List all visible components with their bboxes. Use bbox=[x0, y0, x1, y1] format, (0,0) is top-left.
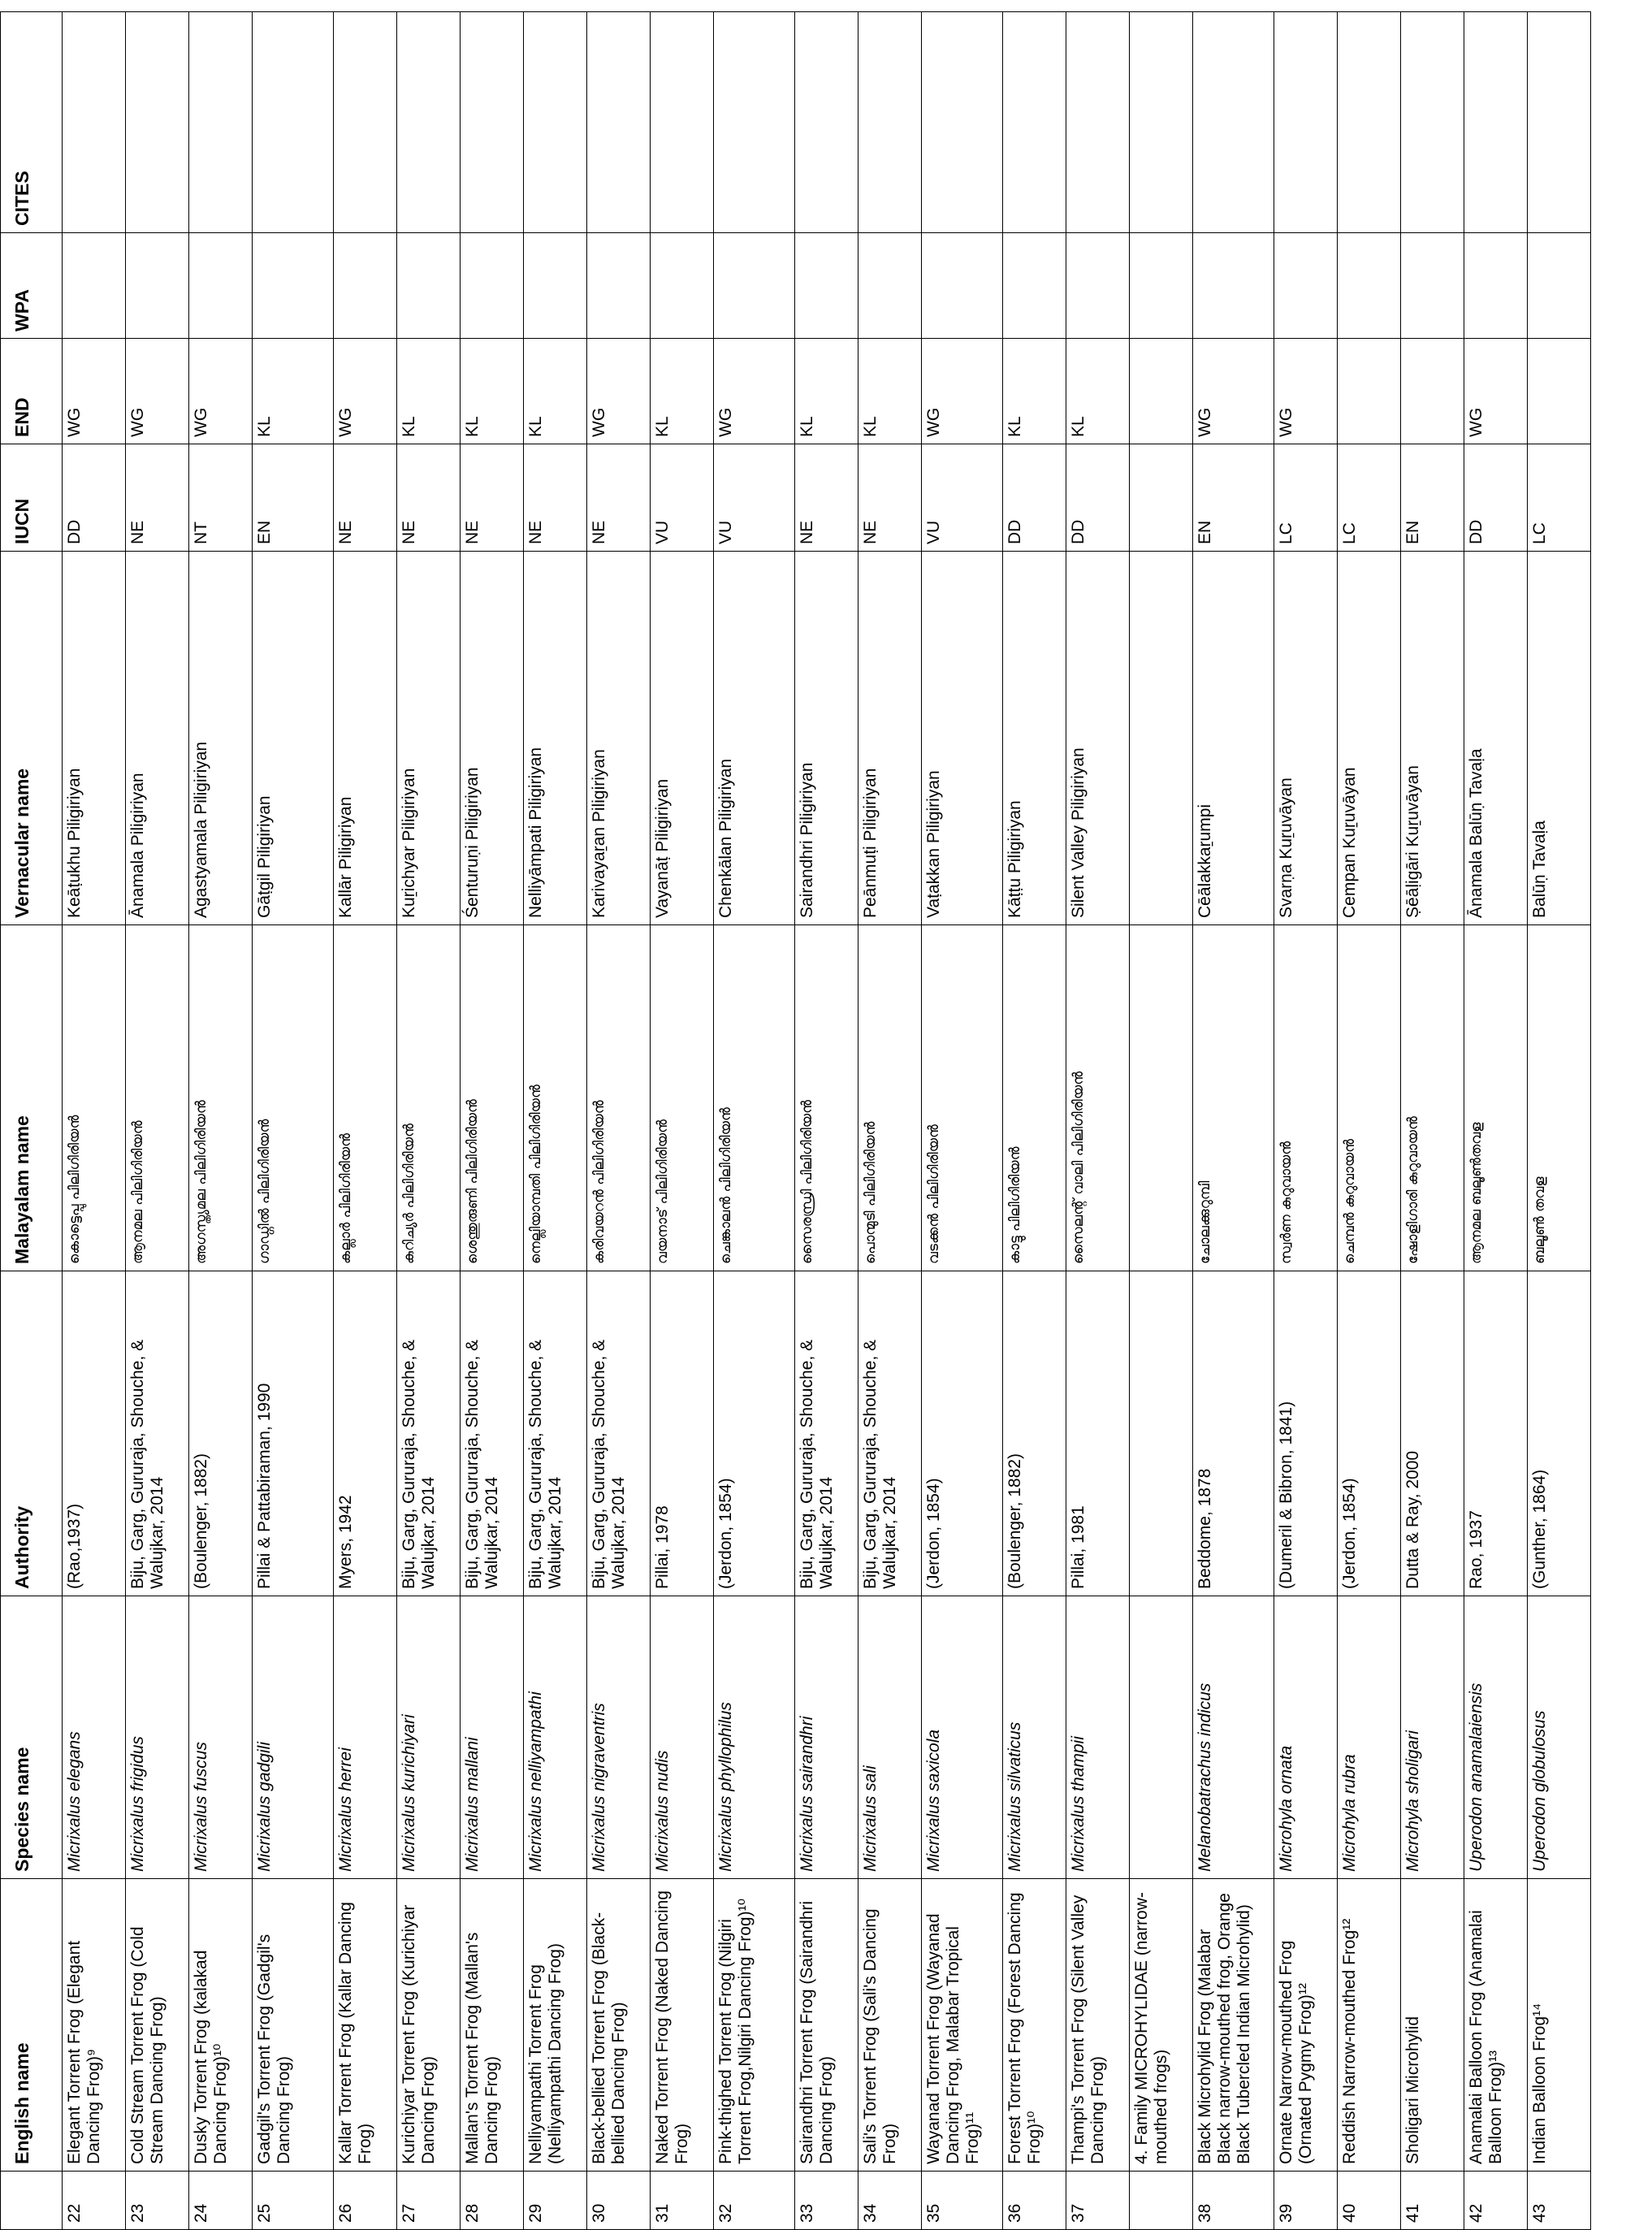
species-name-cell: Micrixalus nudis bbox=[651, 1596, 714, 1879]
endemism-cell: WG bbox=[1193, 339, 1274, 444]
wpa-schedule-cell bbox=[922, 233, 1003, 339]
endemism-cell: KL bbox=[524, 339, 587, 444]
malayalam-name-cell: കുറിച്യർ പിലിഗിരിയൻ bbox=[397, 925, 461, 1271]
table-row bbox=[189, 12, 253, 2230]
english-name-cell: Cold Stream Torrent Frog (Cold Stream Dancing Frog) bbox=[126, 1879, 189, 2172]
malayalam-name-cell: ആനമല പിലിഗിരിയൻ bbox=[126, 925, 189, 1271]
iucn-status-cell: EN bbox=[253, 444, 334, 552]
wpa-schedule-cell bbox=[714, 233, 795, 339]
table-row bbox=[1464, 12, 1528, 2230]
row-number-cell: 28 bbox=[461, 2172, 524, 2230]
english-name-cell: Pink-thighed Torrent Frog (Nilgiri Torrent Frog,Nilgiri Dancing Frog)¹⁰ bbox=[714, 1879, 795, 2172]
wpa-schedule-cell bbox=[1193, 233, 1274, 339]
authority-cell: Biju, Garg, Gururaja, Shouche, & Walujkar, 2014 bbox=[795, 1271, 858, 1596]
authority-cell: (Boulenger, 1882) bbox=[189, 1271, 253, 1596]
species-name-cell: Micrixalus elegans bbox=[63, 1596, 126, 1879]
header-vernacular-name: Vernacular name bbox=[1, 552, 63, 925]
english-name-cell: Dusky Torrent Frog (kalakad Dancing Frog)¹⁰ bbox=[189, 1879, 253, 2172]
wpa-schedule-cell bbox=[1066, 233, 1130, 339]
row-number-cell: 41 bbox=[1401, 2172, 1464, 2230]
cites-appendix-cell bbox=[1464, 12, 1528, 233]
endemism-cell bbox=[1338, 339, 1401, 444]
cites-appendix-cell bbox=[922, 12, 1003, 233]
malayalam-name-cell: സ്വർണ കുറുവായൻ bbox=[1274, 925, 1338, 1271]
malayalam-name-cell: അഗസ്ത്യമല പിലിഗിരിയൻ bbox=[189, 925, 253, 1271]
malayalam-name-cell: ശെന്തുരുണി പിലിഗിരിയൻ bbox=[461, 925, 524, 1271]
row-number-cell: 39 bbox=[1274, 2172, 1338, 2230]
cites-appendix-cell bbox=[1130, 12, 1193, 233]
species-name-cell: Micrixalus sali bbox=[858, 1596, 922, 1879]
header-authority: Authority bbox=[1, 1271, 63, 1596]
wpa-schedule-cell bbox=[126, 233, 189, 339]
cites-appendix-cell bbox=[253, 12, 334, 233]
endemism-cell bbox=[1528, 339, 1591, 444]
malayalam-name-cell: കല്ലാർ പിലിഗിരിയൻ bbox=[334, 925, 397, 1271]
authority-cell: Biju, Garg, Gururaja, Shouche, & Walujkar, 2014 bbox=[126, 1271, 189, 1596]
vernacular-name-cell bbox=[1130, 552, 1193, 925]
english-name-cell: Kurichiyar Torrent Frog (Kurichiyar Dancing Frog) bbox=[397, 1879, 461, 2172]
authority-cell: Biju, Garg, Gururaja, Shouche, & Walujkar, 2014 bbox=[461, 1271, 524, 1596]
authority-cell: Rao, 1937 bbox=[1464, 1271, 1528, 1596]
table-row bbox=[587, 12, 651, 2230]
wpa-schedule-cell bbox=[1401, 233, 1464, 339]
wpa-schedule-cell bbox=[1130, 233, 1193, 339]
endemism-cell: KL bbox=[461, 339, 524, 444]
header-malayalam-name: Malayalam name bbox=[1, 925, 63, 1271]
vernacular-name-cell: Sairandhri Piligiriyan bbox=[795, 552, 858, 925]
row-number-cell: 43 bbox=[1528, 2172, 1591, 2230]
endemism-cell: WG bbox=[189, 339, 253, 444]
vernacular-name-cell: Peānmuṭi Piligiriyan bbox=[858, 552, 922, 925]
table-row bbox=[714, 12, 795, 2230]
malayalam-name-cell: ആനമല ബലൂൺതവള bbox=[1464, 925, 1528, 1271]
malayalam-name-cell: പൊന്മുടി പിലിഗിരിയൻ bbox=[858, 925, 922, 1271]
vernacular-name-cell: Ānamala Piligiriyan bbox=[126, 552, 189, 925]
wpa-schedule-cell bbox=[253, 233, 334, 339]
wpa-schedule-cell bbox=[1274, 233, 1338, 339]
species-name-cell: Micrixalus kurichiyari bbox=[397, 1596, 461, 1879]
authority-cell: Biju, Garg, Gururaja, Shouche, & Walujkar, 2014 bbox=[397, 1271, 461, 1596]
species-name-cell: Micrixalus sairandhri bbox=[795, 1596, 858, 1879]
table-row bbox=[651, 12, 714, 2230]
iucn-status-cell: LC bbox=[1274, 444, 1338, 552]
cites-appendix-cell bbox=[524, 12, 587, 233]
header-english-name: English name bbox=[1, 1879, 63, 2172]
endemism-cell: KL bbox=[795, 339, 858, 444]
english-name-cell: Kallar Torrent Frog (Kallar Dancing Frog) bbox=[334, 1879, 397, 2172]
malayalam-name-cell: സൈരന്ധ്രി പിലിഗിരിയൻ bbox=[795, 925, 858, 1271]
table-row bbox=[253, 12, 334, 2230]
endemism-cell: KL bbox=[253, 339, 334, 444]
wpa-schedule-cell bbox=[795, 233, 858, 339]
iucn-status-cell: NE bbox=[524, 444, 587, 552]
iucn-status-cell: DD bbox=[63, 444, 126, 552]
iucn-status-cell: NE bbox=[461, 444, 524, 552]
english-name-cell: Black Microhylid Frog (Malabar Black narrow-mouthed frog, Orange Black Tubercled Indian Microhylid) bbox=[1193, 1879, 1274, 2172]
authority-cell: Pillai, 1978 bbox=[651, 1271, 714, 1596]
species-name-cell: Uperodon globulosus bbox=[1528, 1596, 1591, 1879]
authority-cell: (Boulenger, 1882) bbox=[1003, 1271, 1066, 1596]
vernacular-name-cell: Balūṇ Tavaḷa bbox=[1528, 552, 1591, 925]
table-row bbox=[1401, 12, 1464, 2230]
endemism-cell: WG bbox=[63, 339, 126, 444]
vernacular-name-cell: Cēālakkaṟumpi bbox=[1193, 552, 1274, 925]
english-name-cell: Sali's Torrent Frog (Sali's Dancing Frog) bbox=[858, 1879, 922, 2172]
table-row bbox=[397, 12, 461, 2230]
iucn-status-cell: VU bbox=[714, 444, 795, 552]
row-number-cell bbox=[1130, 2172, 1193, 2230]
cites-appendix-cell bbox=[795, 12, 858, 233]
english-name-cell: 4. Family MICROHYLIDAE (narrow-mouthed frogs) bbox=[1130, 1879, 1193, 2172]
wpa-schedule-cell bbox=[651, 233, 714, 339]
row-number-cell: 40 bbox=[1338, 2172, 1401, 2230]
cites-appendix-cell bbox=[1528, 12, 1591, 233]
iucn-status-cell: NE bbox=[126, 444, 189, 552]
species-name-cell: Microhyla ornata bbox=[1274, 1596, 1338, 1879]
vernacular-name-cell: Kallār Piligiriyan bbox=[334, 552, 397, 925]
row-number-cell: 24 bbox=[189, 2172, 253, 2230]
species-name-cell: Micrixalus nelliyampathi bbox=[524, 1596, 587, 1879]
endemism-cell: KL bbox=[1066, 339, 1130, 444]
authority-cell: (Rao,1937) bbox=[63, 1271, 126, 1596]
species-name-cell: Micrixalus nigraventris bbox=[587, 1596, 651, 1879]
english-name-cell: Nelliyampathi Torrent Frog (Nelliyampathi Dancing Frog) bbox=[524, 1879, 587, 2172]
species-name-cell: Uperodon anamalaiensis bbox=[1464, 1596, 1528, 1879]
table-row bbox=[1193, 12, 1274, 2230]
malayalam-name-cell: ചെങ്കാലൻ പിലിഗിരിയൻ bbox=[714, 925, 795, 1271]
species-name-cell: Microhyla sholigari bbox=[1401, 1596, 1464, 1879]
english-name-cell: Reddish Narrow-mouthed Frog¹² bbox=[1338, 1879, 1401, 2172]
malayalam-name-cell: കൊട്ടെപ്പു പിലിഗിരിയൻ bbox=[63, 925, 126, 1271]
malayalam-name-cell: ചെമ്പൻ കുറുവായൻ bbox=[1338, 925, 1401, 1271]
authority-cell: (Jerdon, 1854) bbox=[714, 1271, 795, 1596]
table-row bbox=[524, 12, 587, 2230]
iucn-status-cell: NT bbox=[189, 444, 253, 552]
wpa-schedule-cell bbox=[1464, 233, 1528, 339]
vernacular-name-cell: Vayanāṭ Piligiriyan bbox=[651, 552, 714, 925]
iucn-status-cell: DD bbox=[1003, 444, 1066, 552]
vernacular-name-cell: Keāṭukhu Piligiriyan bbox=[63, 552, 126, 925]
vernacular-name-cell: Gāṭgil Piligiriyan bbox=[253, 552, 334, 925]
vernacular-name-cell: Śenturuṇi Piligiriyan bbox=[461, 552, 524, 925]
species-name-cell: Micrixalus frigidus bbox=[126, 1596, 189, 1879]
row-number-cell: 29 bbox=[524, 2172, 587, 2230]
table-row bbox=[1130, 12, 1193, 2230]
authority-cell: Myers, 1942 bbox=[334, 1271, 397, 1596]
row-number-cell: 23 bbox=[126, 2172, 189, 2230]
cites-appendix-cell bbox=[1401, 12, 1464, 233]
wpa-schedule-cell bbox=[524, 233, 587, 339]
endemism-cell: WG bbox=[587, 339, 651, 444]
table-row bbox=[126, 12, 189, 2230]
authority-cell: Biju, Garg, Gururaja, Shouche, & Walujkar, 2014 bbox=[858, 1271, 922, 1596]
species-name-cell: Microhyla rubra bbox=[1338, 1596, 1401, 1879]
wpa-schedule-cell bbox=[1338, 233, 1401, 339]
row-number-cell: 33 bbox=[795, 2172, 858, 2230]
row-number-cell: 27 bbox=[397, 2172, 461, 2230]
header-row bbox=[1, 12, 63, 2230]
species-name-cell: Micrixalus phyllophilus bbox=[714, 1596, 795, 1879]
english-name-cell: Anamalai Balloon Frog (Anamalai Balloon Frog)¹³ bbox=[1464, 1879, 1528, 2172]
endemism-cell: WG bbox=[714, 339, 795, 444]
malayalam-name-cell: ചോലക്കുറുമ്പി bbox=[1193, 925, 1274, 1271]
english-name-cell: Wayanad Torrent Frog (Wayanad Dancing Frog, Malabar Tropical Frog)¹¹ bbox=[922, 1879, 1003, 2172]
cites-appendix-cell bbox=[1338, 12, 1401, 233]
authority-cell: Biju, Garg, Gururaja, Shouche, & Walujkar, 2014 bbox=[524, 1271, 587, 1596]
endemism-cell: KL bbox=[1003, 339, 1066, 444]
malayalam-name-cell: ഷോളിഗാരി കുറുവായൻ bbox=[1401, 925, 1464, 1271]
vernacular-name-cell: Chenkālan Piligiriyan bbox=[714, 552, 795, 925]
species-name-cell: Micrixalus silvaticus bbox=[1003, 1596, 1066, 1879]
table-row bbox=[334, 12, 397, 2230]
wpa-schedule-cell bbox=[461, 233, 524, 339]
cites-appendix-cell bbox=[858, 12, 922, 233]
vernacular-name-cell: Cempan Kuṟuvāyan bbox=[1338, 552, 1401, 925]
iucn-status-cell: LC bbox=[1528, 444, 1591, 552]
row-number-cell: 42 bbox=[1464, 2172, 1528, 2230]
vernacular-name-cell: Svarṇa Kuṟuvāyan bbox=[1274, 552, 1338, 925]
iucn-status-cell: VU bbox=[922, 444, 1003, 552]
wpa-schedule-cell bbox=[334, 233, 397, 339]
species-table bbox=[0, 11, 1591, 2230]
vernacular-name-cell: Silent Valley Piligiriyan bbox=[1066, 552, 1130, 925]
table-row bbox=[63, 12, 126, 2230]
authority-cell: Dutta & Ray, 2000 bbox=[1401, 1271, 1464, 1596]
wpa-schedule-cell bbox=[1528, 233, 1591, 339]
wpa-schedule-cell bbox=[858, 233, 922, 339]
cites-appendix-cell bbox=[63, 12, 126, 233]
iucn-status-cell: NE bbox=[397, 444, 461, 552]
wpa-schedule-cell bbox=[397, 233, 461, 339]
malayalam-name-cell: സൈലന്റ് വാലി പിലിഗിരിയൻ bbox=[1066, 925, 1130, 1271]
cites-appendix-cell bbox=[334, 12, 397, 233]
cites-appendix-cell bbox=[1066, 12, 1130, 233]
iucn-status-cell: NE bbox=[795, 444, 858, 552]
authority-cell: Pillai & Pattabiraman, 1990 bbox=[253, 1271, 334, 1596]
header-wpa: WPA bbox=[1, 233, 63, 339]
header-end: END bbox=[1, 339, 63, 444]
authority-cell: (Jerdon, 1854) bbox=[1338, 1271, 1401, 1596]
row-number-cell: 35 bbox=[922, 2172, 1003, 2230]
cites-appendix-cell bbox=[126, 12, 189, 233]
cites-appendix-cell bbox=[1193, 12, 1274, 233]
vernacular-name-cell: Ṣēāḷigāri Kuṟuvāyan bbox=[1401, 552, 1464, 925]
cites-appendix-cell bbox=[461, 12, 524, 233]
endemism-cell bbox=[1130, 339, 1193, 444]
vernacular-name-cell: Agastyamala Piligiriyan bbox=[189, 552, 253, 925]
row-number-cell: 36 bbox=[1003, 2172, 1066, 2230]
table-row bbox=[1528, 12, 1591, 2230]
authority-cell: Biju, Garg, Gururaja, Shouche, & Walujkar, 2014 bbox=[587, 1271, 651, 1596]
cites-appendix-cell bbox=[1003, 12, 1066, 233]
english-name-cell: Thampi's Torrent Frog (Silent Valley Dancing Frog) bbox=[1066, 1879, 1130, 2172]
wpa-schedule-cell bbox=[189, 233, 253, 339]
english-name-cell: Mallan's Torrent Frog (Mallan's Dancing Frog) bbox=[461, 1879, 524, 2172]
endemism-cell: KL bbox=[397, 339, 461, 444]
cites-appendix-cell bbox=[1274, 12, 1338, 233]
authority-cell: (Gunther, 1864) bbox=[1528, 1271, 1591, 1596]
species-name-cell: Micrixalus herrei bbox=[334, 1596, 397, 1879]
table-row bbox=[1274, 12, 1338, 2230]
vernacular-name-cell: Nelliyāmpati Piligiriyan bbox=[524, 552, 587, 925]
row-number-cell: 31 bbox=[651, 2172, 714, 2230]
english-name-cell: Naked Torrent Frog (Naked Dancing Frog) bbox=[651, 1879, 714, 2172]
english-name-cell: Ornate Narrow-mouthed Frog (Ornated Pygmy Frog)¹² bbox=[1274, 1879, 1338, 2172]
header-iucn: IUCN bbox=[1, 444, 63, 552]
authority-cell bbox=[1130, 1271, 1193, 1596]
header-species-name: Species name bbox=[1, 1596, 63, 1879]
english-name-cell: Elegant Torrent Frog (Elegant Dancing Frog)⁹ bbox=[63, 1879, 126, 2172]
row-number-cell: 30 bbox=[587, 2172, 651, 2230]
malayalam-name-cell: ബലൂൺ തവള bbox=[1528, 925, 1591, 1271]
iucn-status-cell bbox=[1130, 444, 1193, 552]
table-row bbox=[858, 12, 922, 2230]
vernacular-name-cell: Karivayaṟan Piligiriyan bbox=[587, 552, 651, 925]
endemism-cell: KL bbox=[651, 339, 714, 444]
row-number-cell: 37 bbox=[1066, 2172, 1130, 2230]
table-body bbox=[63, 12, 1591, 2230]
endemism-cell bbox=[1401, 339, 1464, 444]
row-number-cell: 26 bbox=[334, 2172, 397, 2230]
species-name-cell: Micrixalus fuscus bbox=[189, 1596, 253, 1879]
iucn-status-cell: DD bbox=[1066, 444, 1130, 552]
endemism-cell: KL bbox=[858, 339, 922, 444]
row-number-cell: 25 bbox=[253, 2172, 334, 2230]
cites-appendix-cell bbox=[651, 12, 714, 233]
iucn-status-cell: EN bbox=[1193, 444, 1274, 552]
row-number-cell: 32 bbox=[714, 2172, 795, 2230]
table-row bbox=[461, 12, 524, 2230]
species-name-cell: Melanobatrachus indicus bbox=[1193, 1596, 1274, 1879]
wpa-schedule-cell bbox=[63, 233, 126, 339]
malayalam-name-cell: കാട്ടു പിലിഗിരിയൻ bbox=[1003, 925, 1066, 1271]
header-number bbox=[1, 2172, 63, 2230]
iucn-status-cell: LC bbox=[1338, 444, 1401, 552]
table-row bbox=[922, 12, 1003, 2230]
vernacular-name-cell: Kuṟichyar Piligiriyan bbox=[397, 552, 461, 925]
authority-cell: (Jerdon, 1854) bbox=[922, 1271, 1003, 1596]
authority-cell: (Dumeril & Bibron, 1841) bbox=[1274, 1271, 1338, 1596]
wpa-schedule-cell bbox=[1003, 233, 1066, 339]
vernacular-name-cell: Ānamala Balūṇ Tavaḷa bbox=[1464, 552, 1528, 925]
species-name-cell: Micrixalus saxicola bbox=[922, 1596, 1003, 1879]
table-row bbox=[795, 12, 858, 2230]
malayalam-name-cell: വയനാട് പിലിഗിരിയൻ bbox=[651, 925, 714, 1271]
vernacular-name-cell: Vaṭakkan Piligiriyan bbox=[922, 552, 1003, 925]
english-name-cell: Gadgil's Torrent Frog (Gadgil's Dancing Frog) bbox=[253, 1879, 334, 2172]
cites-appendix-cell bbox=[189, 12, 253, 233]
table-row bbox=[1003, 12, 1066, 2230]
species-name-cell: Micrixalus mallani bbox=[461, 1596, 524, 1879]
english-name-cell: Indian Balloon Frog¹⁴ bbox=[1528, 1879, 1591, 2172]
endemism-cell: WG bbox=[334, 339, 397, 444]
species-name-cell bbox=[1130, 1596, 1193, 1879]
species-name-cell: Micrixalus gadgili bbox=[253, 1596, 334, 1879]
cites-appendix-cell bbox=[397, 12, 461, 233]
iucn-status-cell: DD bbox=[1464, 444, 1528, 552]
row-number-cell: 22 bbox=[63, 2172, 126, 2230]
row-number-cell: 34 bbox=[858, 2172, 922, 2230]
english-name-cell: Forest Torrent Frog (Forest Dancing Frog)¹⁰ bbox=[1003, 1879, 1066, 2172]
header-cites: CITES bbox=[1, 12, 63, 233]
malayalam-name-cell bbox=[1130, 925, 1193, 1271]
table-row bbox=[1066, 12, 1130, 2230]
english-name-cell: Sholigari Microhylid bbox=[1401, 1879, 1464, 2172]
cites-appendix-cell bbox=[714, 12, 795, 233]
malayalam-name-cell: നെല്ലിയാമ്പതി പിലിഗിരിയൻ bbox=[524, 925, 587, 1271]
english-name-cell: Black-bellied Torrent Frog (Black-bellied Dancing Frog) bbox=[587, 1879, 651, 2172]
table-row bbox=[1338, 12, 1401, 2230]
endemism-cell: WG bbox=[1464, 339, 1528, 444]
malayalam-name-cell: കരിവയറൻ പിലിഗിരിയൻ bbox=[587, 925, 651, 1271]
iucn-status-cell: NE bbox=[858, 444, 922, 552]
row-number-cell: 38 bbox=[1193, 2172, 1274, 2230]
malayalam-name-cell: ഗാഡ്ഗിൽ പിലിഗിരിയൻ bbox=[253, 925, 334, 1271]
malayalam-name-cell: വടക്കൻ പിലിഗിരിയൻ bbox=[922, 925, 1003, 1271]
authority-cell: Pillai, 1981 bbox=[1066, 1271, 1130, 1596]
authority-cell: Beddome, 1878 bbox=[1193, 1271, 1274, 1596]
iucn-status-cell: VU bbox=[651, 444, 714, 552]
species-name-cell: Micrixalus thampii bbox=[1066, 1596, 1130, 1879]
iucn-status-cell: EN bbox=[1401, 444, 1464, 552]
wpa-schedule-cell bbox=[587, 233, 651, 339]
rotated-page bbox=[0, 12, 1641, 2230]
vernacular-name-cell: Kāṭṭu Piligiriyan bbox=[1003, 552, 1066, 925]
english-name-cell: Sairandhri Torrent Frog (Sairandhri Dancing Frog) bbox=[795, 1879, 858, 2172]
iucn-status-cell: NE bbox=[587, 444, 651, 552]
endemism-cell: WG bbox=[126, 339, 189, 444]
endemism-cell: WG bbox=[922, 339, 1003, 444]
endemism-cell: WG bbox=[1274, 339, 1338, 444]
iucn-status-cell: NE bbox=[334, 444, 397, 552]
cites-appendix-cell bbox=[587, 12, 651, 233]
